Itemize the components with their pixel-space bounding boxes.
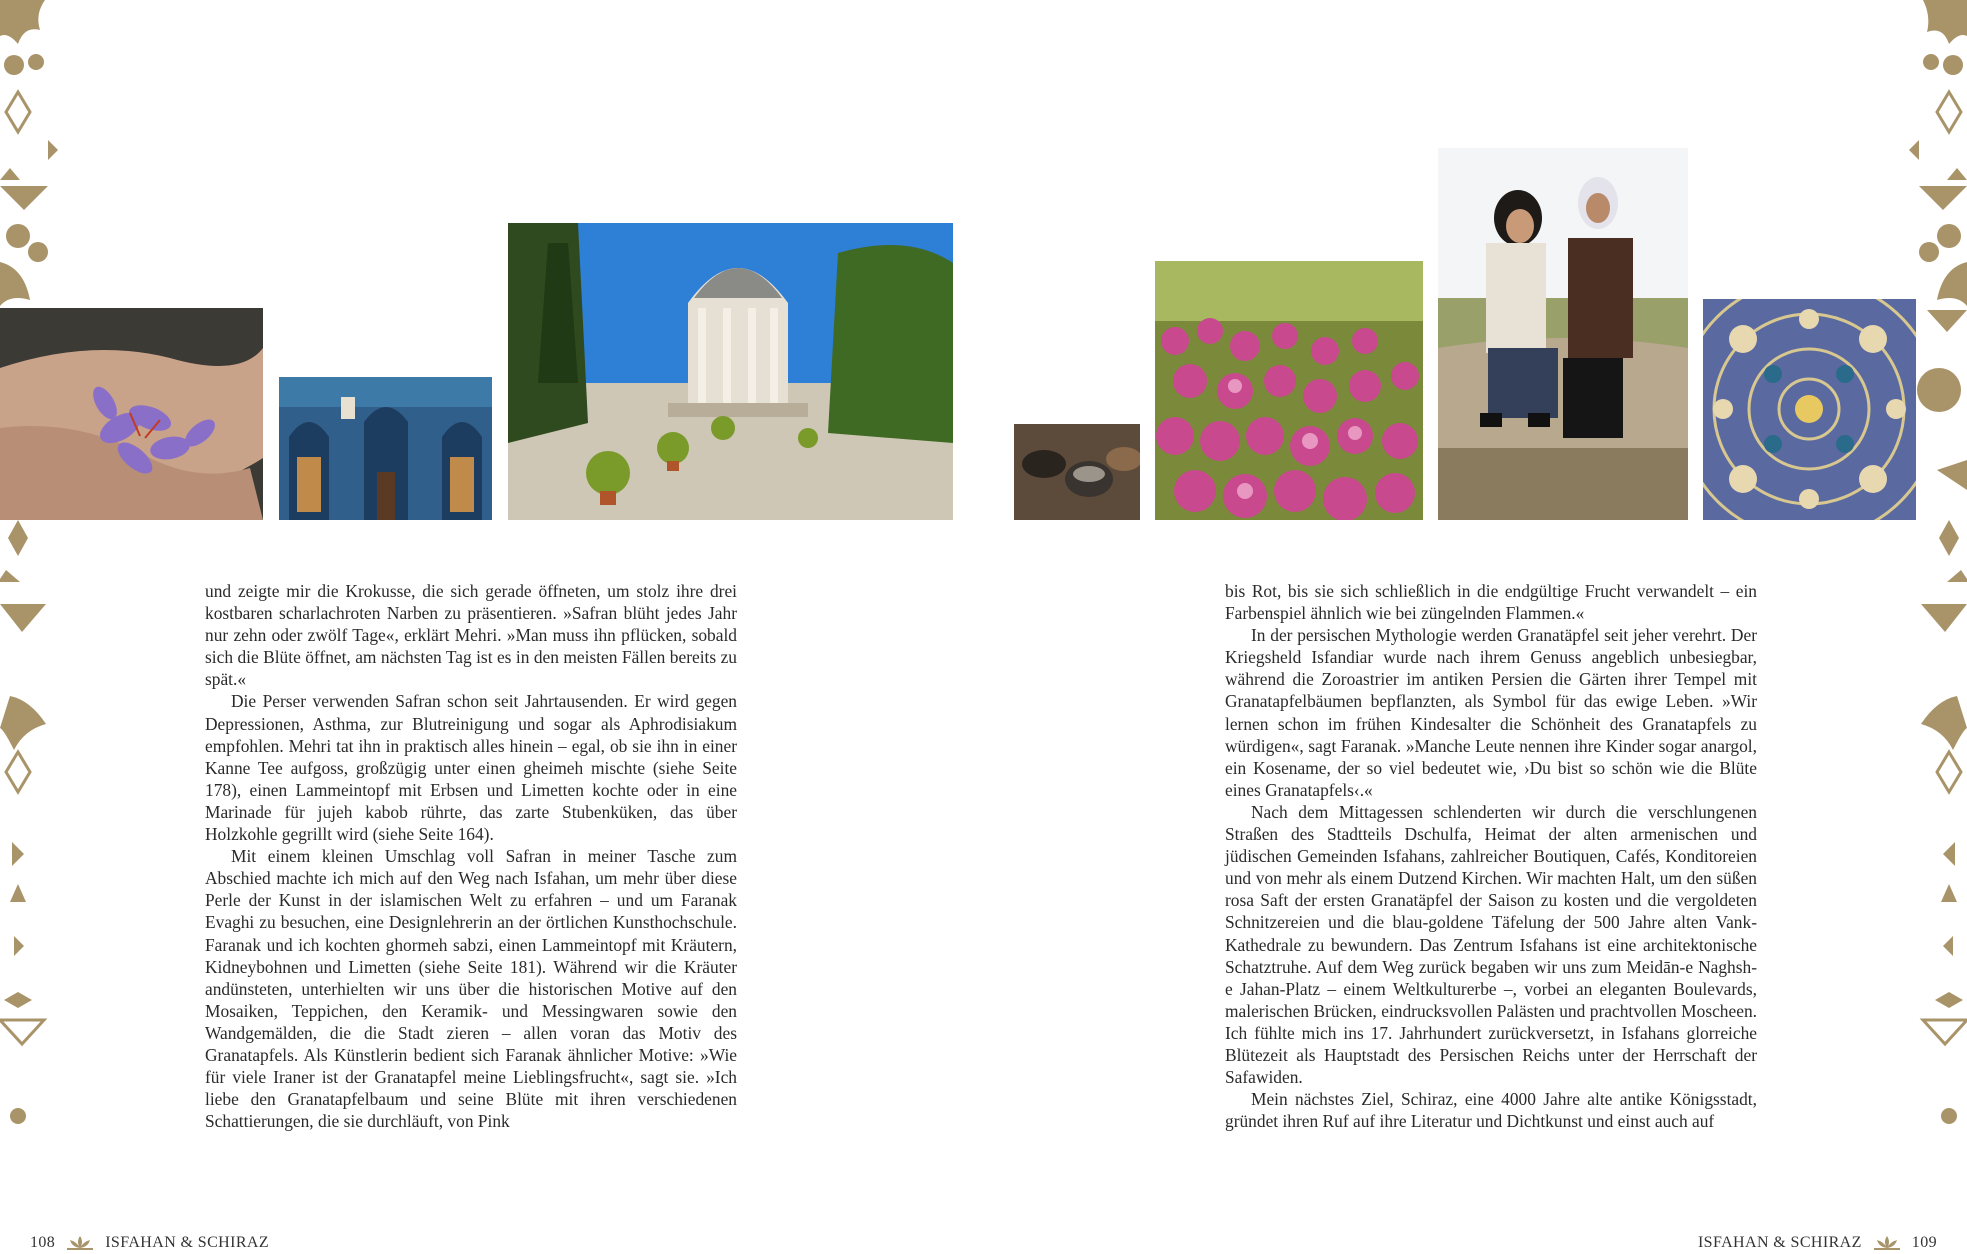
body-paragraph: und zeigte mir die Krokusse, die sich gerade öffneten, um stolz ihre drei kostbaren scharlachroten Narben zu präsentieren. »Safran blüht jedes Jahr nur zehn oder zwölf Tage«, erklärt Mehri. »Man muss ihn pflücken, sobald sich die Blüte öffnet, am nächsten Tag ist es in den meisten Fällen bereits zu spät.« [205,581,737,690]
page-number: 108 [30,1234,56,1251]
body-paragraph: Nach dem Mittagessen schlenderten wir durch die verschlungenen Straßen des Stadtteils Dschulfa, Heimat der alten armenischen und jüdischen Gemeinden Isfahans, zahlreicher Boutiquen, Cafés, Konditoreien und von mehr als einem Dutzend Kirchen. Wir machten Halt, um den süßen rosa Saft der ersten Granatäpfel der Saison zu kosten und die vergoldeten Schnitzereien und die blau-goldene Täfelung der 500 Jahre alten Vank-Kathedrale zu bewundern. Das Zentrum Isfahans ist eine architektonische Schatztruhe. Auf dem Weg zurück begaben wir uns zum Meidān-e Naghsh-e Jahan-Platz – einem Weltkulturerbe –, vorbei an eleganten Boulevards, malerischen Brücken, eindrucksvollen Palästen und prachtvollen Moscheen. Ich fühlte mich ins 17. Jahrhundert zurückversetzt, in Isfahans glorreiche Blütezeit als Hauptstadt des Persischen Reichs unter der Herrschaft der Safawiden. [1225,801,1757,1088]
right-ornament-border [1907,0,1967,1254]
body-paragraph: bis Rot, bis sie sich schließlich in die endgültige Frucht verwandelt – ein Farbenspiel ähnlich wie bei züngelnden Flammen.« [1225,581,1757,624]
lotus-icon [1874,1236,1900,1250]
rosebuds-photo [1155,261,1423,520]
mosque-facade-photo [279,377,492,520]
body-paragraph: Mein nächstes Ziel, Schiraz, eine 4000 Jahre alte antike Königsstadt, gründet ihren Ruf auf ihre Literatur und Dichtkunst und einst auch auf [1225,1089,1757,1132]
left-ornament-border [0,0,60,1254]
lotus-icon [67,1236,93,1250]
mosaic-dome-photo [1703,299,1916,520]
bowls-photo [1014,424,1140,520]
left-page-footer [30,1234,269,1252]
saffron-hands-photo [0,308,263,520]
right-page-body [1225,580,1757,1132]
garden-pavilion-photo [508,223,953,520]
body-paragraph: Die Perser verwenden Safran schon seit Jahrtausenden. Er wird gegen Depressionen, Asthma, zur Blutreinigung und sogar als Aphrodisiakum empfohlen. Mehri tat ihn in praktisch alles hinein – egal, ob sie ihn in einer Kanne Tee aufgoss, großzügig unter einen gheimeh mischte (siehe Seite 178), einen Lammeintopf mit Erbsen und Limetten kochte oder in eine Marinade für jujeh kabob rührte, das zarte Stubenküken, das über Holzkohle gegrillt wird (siehe Seite 164). [205,691,737,845]
two-women-photo [1438,148,1688,520]
left-page-body [205,580,737,1132]
right-page-footer [1698,1234,1937,1252]
body-paragraph: In der persischen Mythologie werden Granatäpfel seit jeher verehrt. Der Kriegsheld Isfandiar wurde nach ihrem Genuss angeblich unbesiegbar, während die Zoroastrier im antiken Persien die Gärten ihrer Tempel mit Granatapfelbäumen bepflanzten, als Symbol für das ewige Leben. »Wir lernen schon im frühen Kindesalter die Schönheit des Granatapfels zu würdigen«, sagt Faranak. »Manche Leute nennen ihre Kinder sogar anargol, ein Kosename, der so viel bedeutet wie, ›Du bist so schön wie die Blüte eines Granatapfels‹.« [1225,625,1757,800]
running-head: ISFAHAN & SCHIRAZ [105,1234,270,1251]
page-number: 109 [1911,1234,1937,1251]
running-head: ISFAHAN & SCHIRAZ [1697,1234,1862,1251]
body-paragraph: Mit einem kleinen Umschlag voll Safran in meiner Tasche zum Abschied machte ich mich auf den Weg nach Isfahan, um mehr über diese Perle der Kunst in der islamischen Welt zu erfahren – und um Faranak Evaghi zu besuchen, eine Designlehrerin an der örtlichen Kunsthochschule. Faranak und ich kochten ghormeh sabzi, einen Lammeintopf mit Kräutern, Kidneybohnen und Limetten (siehe Seite 181). Während wir die Kräuter andünsteten, unterhielten wir uns über die historischen Motive auf den Mosaiken, Teppichen, den Keramik- und Messingwaren sowie den Wandgemälden, die die Stadt zieren – allen voran das Motiv des Granatapfels. Als Künstlerin bedient sich Faranak ähnlicher Motive: »Wie für viele Iraner ist der Granatapfel meine Lieblingsfrucht«, sagt sie. »Ich liebe den Granatapfelbaum und seine Blüte mit ihren verschiedenen Schattierungen, die sie durchläuft, von Pink [205,846,737,1132]
